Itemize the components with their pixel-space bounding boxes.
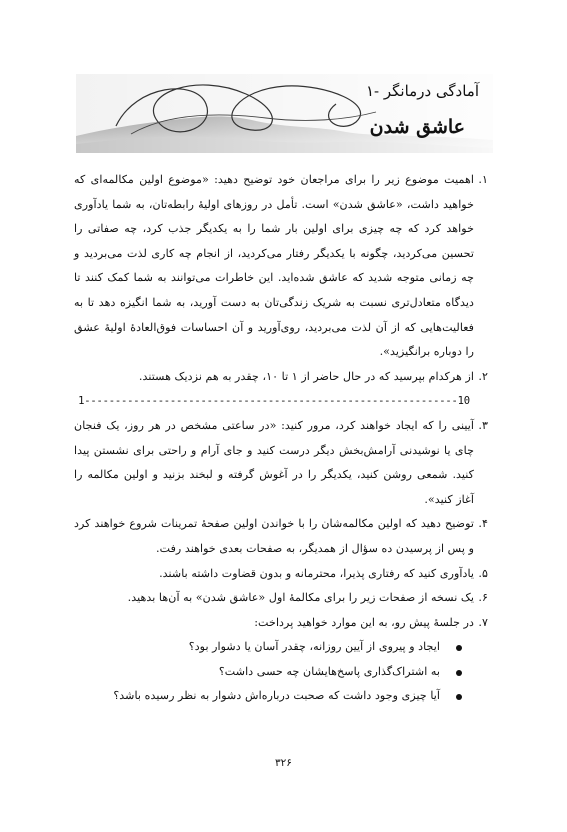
instruction-item-7 (74, 611, 488, 636)
list-item: ایجاد و پیروی از آیین روزانه، چقدر آسان یا دشوار بود؟ (74, 635, 474, 660)
item-number: ۱. (478, 173, 488, 186)
item-text: اهمیت موضوع زیر را برای مراجعان خود توضیح دهید: «موضوع اولین مکالمه‌ای که خواهید داشت، «عاشق شدن» است. تأمل در روزهای اولیهٔ رابطه‌تان، به شما یادآوری خواهد کرد که چه چیزی برای اولین بار شما را به یکدیگر جذب کرد، چه صفاتی را تحسین می‌کردید، چگونه با یکدیگر رفتار می‌کردید، از انجام چه کاری لذت می‌بردید و چه زمانی متوجه شدید که عاشق شده‌اید. این خاطرات می‌توانند به شما کمک کنند تا دیدگاه متعادل‌تری نسبت به شریک زندگی‌تان به دست آورید، به شما انگیزه دهد تا به فعالیت‌هایی که از آن لذت می‌بردید، روی‌آورید و آن احساسات فوق‌العادهٔ اولیهٔ عشق را دوباره برانگیزید». (74, 173, 474, 359)
item-text: یادآوری کنید که رفتاری پذیرا، محترمانه و بدون قضاوت داشته باشند. (159, 566, 474, 580)
item-number: ۳. (478, 418, 488, 432)
item-number: ۵. (478, 566, 488, 580)
instruction-item-2 (74, 365, 488, 390)
instruction-item-5 (74, 562, 488, 587)
item-text: از هرکدام بپرسید که در حال حاضر از ۱ تا ۱۰، چقدر به هم نزدیک هستند. (138, 369, 474, 383)
item-number: ۶. (478, 591, 488, 605)
item-text: توضیح دهید که اولین مکالمه‌شان را با خواندن اولین صفحهٔ تمرینات شروع خواهند کرد و پس از پرسیدن ده سؤال از همدیگر، به صفحات بعدی خواهند رفت. (74, 517, 474, 555)
chapter-title: عاشق شدن (369, 116, 465, 138)
review-questions-list (74, 635, 474, 709)
chapter-subtitle: آمادگی درمانگر -۱ (365, 82, 479, 100)
item-number: ۲. (478, 369, 488, 383)
instruction-item-4 (74, 512, 488, 561)
list-item: آیا چیزی وجود داشت که صحبت درباره‌اش دشوار به نظر رسیده باشد؟ (74, 684, 474, 709)
chapter-header (76, 74, 493, 153)
page-number: ۳۲۶ (275, 757, 292, 769)
instructions-body (74, 168, 488, 709)
item-number: ۷. (478, 615, 488, 629)
instruction-item-6 (74, 586, 488, 611)
instruction-item-1 (74, 168, 488, 365)
closeness-scale: 1-------------------------------------------------------------10 (78, 395, 470, 408)
item-text: یک نسخه از صفحات زیر را برای مکالمهٔ اول «عاشق شدن» به آن‌ها بدهید. (127, 591, 474, 605)
item-text: آیینی را که ایجاد خواهند کرد، مرور کنید: «در ساعتی مشخص در هر روز، یک فنجان چای یا نوشیدنی آرامش‌بخش دیگر درست کنید و جای آرام و راحتی برای نشستن پیدا کنید. شمعی روشن کنید، یکدیگر را در آغوش گرفته و لبخند بزنید و اولین مکالمه را آغاز کنید». (74, 418, 474, 506)
item-number: ۴. (478, 517, 488, 531)
instruction-item-3 (74, 414, 488, 512)
list-item: به اشتراک‌گذاری پاسخ‌هایشان چه حسی داشت؟ (74, 660, 474, 685)
item-text: در جلسهٔ پیش رو، به این موارد خواهید پرداخت: (254, 615, 474, 629)
